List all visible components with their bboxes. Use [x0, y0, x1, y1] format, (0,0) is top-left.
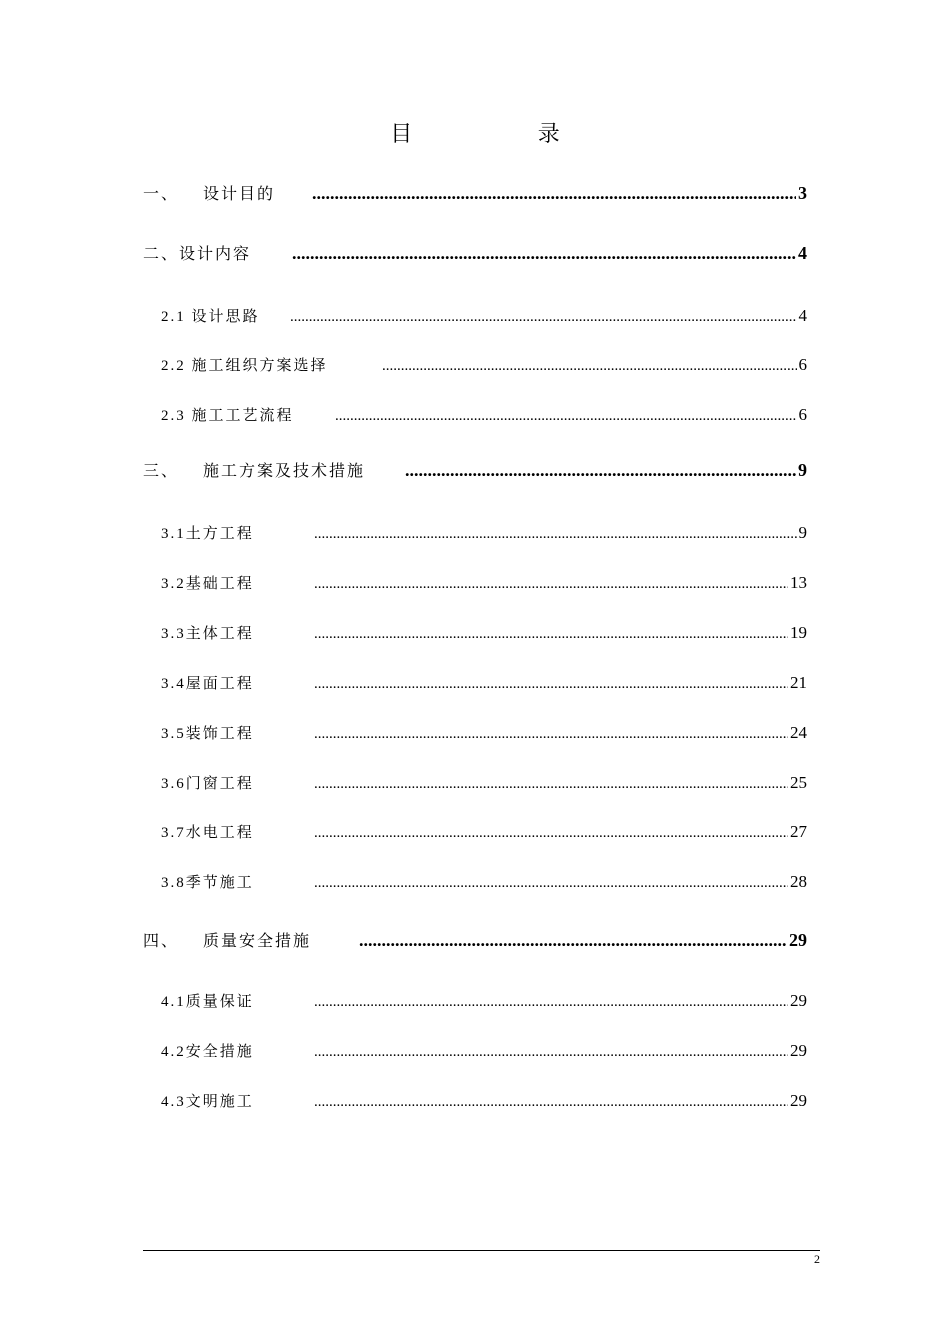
toc-entry[interactable] [143, 772, 807, 796]
toc-leader-dots [314, 676, 788, 693]
toc-entry-label: 4.2安全措施 [161, 1044, 254, 1060]
toc-entry[interactable] [143, 1040, 807, 1064]
toc-entry-page: 9 [798, 460, 807, 480]
toc-entry-label: 3.8季节施工 [161, 875, 254, 891]
toc-leader-dots [314, 626, 788, 643]
toc-entry-page: 6 [798, 405, 807, 424]
toc-leader-dots [335, 408, 797, 425]
toc-entry-label: 2.1 设计思路 [161, 309, 260, 325]
toc-entry[interactable] [143, 458, 807, 482]
toc-entry[interactable] [143, 990, 807, 1014]
toc-leader-dots [290, 309, 797, 326]
toc-entry-page: 28 [790, 872, 807, 891]
toc-entry-label: 3.6门窗工程 [161, 776, 254, 792]
toc-entry-page: 3 [798, 183, 807, 203]
toc-entry-label: 3.4屋面工程 [161, 676, 254, 692]
toc-entry[interactable] [143, 1090, 807, 1114]
toc-entry[interactable] [143, 821, 807, 845]
toc-entry[interactable] [143, 672, 807, 696]
toc-entry-label: 二、设计内容 [143, 246, 252, 263]
toc-entry-page: 6 [798, 355, 807, 374]
toc-leader-dots [314, 576, 788, 593]
toc-entry[interactable] [143, 722, 807, 746]
toc-leader-dots [314, 776, 788, 793]
toc-entry-page: 29 [790, 991, 807, 1010]
toc-entry[interactable] [143, 404, 807, 428]
toc-entry-page: 29 [790, 1041, 807, 1060]
toc-leader-dots [359, 930, 787, 951]
page-title: 目 录 [390, 121, 620, 146]
toc-entry-page: 4 [798, 243, 807, 263]
toc-leader-dots [314, 825, 788, 842]
footer-page-number: 2 [814, 1252, 820, 1266]
toc-entry-label: 2.2 施工组织方案选择 [161, 358, 328, 374]
toc-entry-label: 4.1质量保证 [161, 994, 254, 1010]
toc-entry[interactable] [143, 928, 807, 952]
footer-divider [143, 1250, 820, 1251]
toc-leader-dots [314, 1044, 788, 1061]
toc-entry-page: 13 [790, 573, 807, 592]
toc-entry-page: 27 [790, 822, 807, 841]
toc-entry-page: 29 [789, 930, 807, 950]
toc-entry-page: 29 [790, 1091, 807, 1110]
toc-entry[interactable] [143, 305, 807, 329]
toc-leader-dots [382, 358, 797, 375]
toc-entry[interactable] [143, 354, 807, 378]
toc-entry-label: 四、 质量安全措施 [143, 933, 312, 950]
toc-entry[interactable] [143, 241, 807, 265]
toc-entry[interactable] [143, 622, 807, 646]
toc-entry[interactable] [143, 871, 807, 895]
toc-entry-label: 4.3文明施工 [161, 1094, 254, 1110]
toc-leader-dots [314, 526, 797, 543]
toc-leader-dots [405, 460, 796, 481]
toc-leader-dots [314, 1094, 788, 1111]
toc-entry-label: 三、 施工方案及技术措施 [143, 463, 366, 480]
toc-entry[interactable] [143, 572, 807, 596]
toc-entry[interactable] [143, 522, 807, 546]
toc-entry[interactable] [143, 181, 807, 205]
toc-entry-label: 3.2基础工程 [161, 576, 254, 592]
toc-leader-dots [314, 726, 788, 743]
toc-entry-page: 9 [798, 523, 807, 542]
toc-leader-dots [314, 994, 788, 1011]
toc-entry-label: 3.3主体工程 [161, 626, 254, 642]
toc-entry-page: 24 [790, 723, 807, 742]
toc-leader-dots [314, 875, 788, 892]
toc-entry-label: 2.3 施工工艺流程 [161, 408, 294, 424]
toc-entry-label: 3.5装饰工程 [161, 726, 254, 742]
toc-entry-label: 3.7水电工程 [161, 825, 254, 841]
toc-entry-page: 25 [790, 773, 807, 792]
toc-leader-dots [312, 183, 796, 204]
toc-entry-label: 3.1土方工程 [161, 526, 254, 542]
toc-entry-label: 一、 设计目的 [143, 186, 276, 203]
toc-entry-page: 19 [790, 623, 807, 642]
toc-entry-page: 4 [798, 306, 807, 325]
toc-entry-page: 21 [790, 673, 807, 692]
toc-leader-dots [292, 243, 796, 264]
